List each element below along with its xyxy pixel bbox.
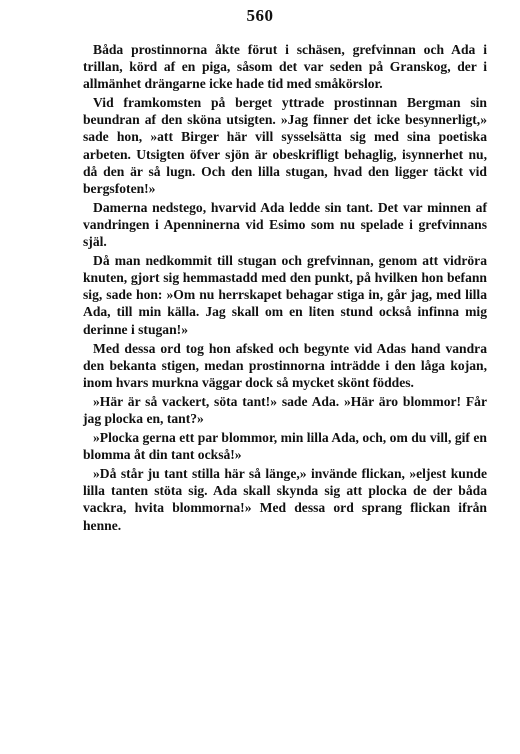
paragraph: Då man nedkommit till stugan och grefvinnan, genom att vidröra knuten, gjort sig hemmastadd med den punkt, på hvilken hon befann sig, sade hon: »Om nu herrskapet behagar stiga in, går jag, med lilla Ada, till min källa. Jag skall om en liten stund också infinna mig derinne i stugan!» [83,253,487,337]
paragraph: »Plocka gerna ett par blommor, min lilla Ada, och, om du vill, gif en blomma åt din tant också!» [83,430,487,463]
paragraph: Båda prostinnorna åkte förut i schäsen, grefvinnan och Ada i trillan, körd af en piga, såsom det var seden på Granskog, der i allmänhet drängarne icke hade tid med småkörslor. [83,42,487,92]
paragraph: »Här är så vackert, söta tant!» sade Ada. »Här äro blommor! Får jag plocka en, tant?» [83,393,487,426]
paragraph: »Då står ju tant stilla här så länge,» invände flickan, »eljest kunde lilla tanten stöta sig. Ada skall skynda sig att plocka de der båda vackra, hvita blommorna!» Med dessa ord sprang flickan ifrån henne. [83,466,487,533]
body-text [83,41,487,536]
paragraph: Med dessa ord tog hon afsked och begynte vid Adas hand vandra den bekanta stigen, medan prostinnorna inträdde i den låga kojan, inom hvars murkna väggar dock så mycket skönt föddes. [83,340,487,390]
paragraph: Vid framkomsten på berget yttrade prostinnan Bergman sin beundran af den sköna utsigten. »Jag finner det icke besynnerligt,» sade hon, »att Birger här vill sysselsätta sig med sina poetiska arbeten. Utsigten öfver sjön är obeskrifligt behaglig, isynnerhet nu, då den är så lugn. Och den lilla stugan, hvad den ligger täckt vid bergsfoten!» [83,95,487,196]
page-number: 560 [246,6,274,25]
paragraph: Damerna nedstego, hvarvid Ada ledde sin tant. Det var minnen af vandringen i Apenninerna vid Esimo som nu spelade i grefvinnans själ. [83,199,487,250]
